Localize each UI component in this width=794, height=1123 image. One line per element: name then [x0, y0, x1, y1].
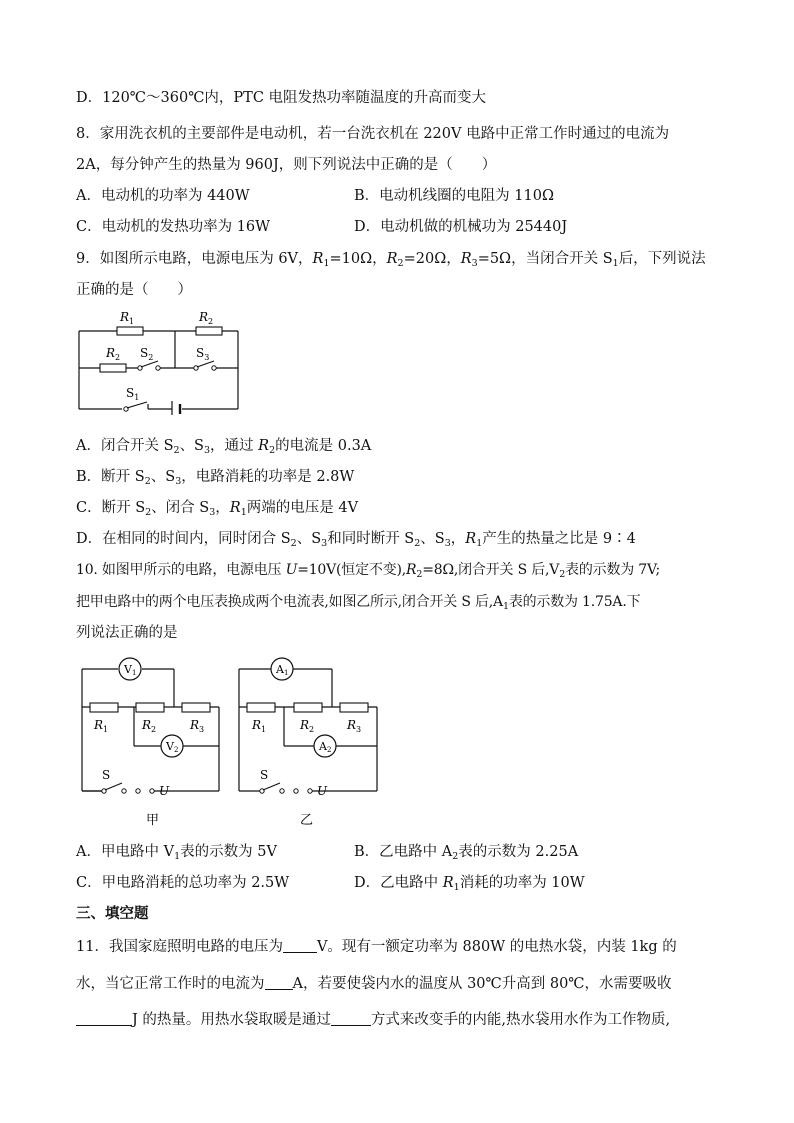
- jia-label-u: U: [159, 784, 170, 798]
- yi-label-u: U: [317, 784, 328, 798]
- yi-label-r1: $R_1$: [252, 718, 267, 734]
- jia-resistor-r1: [90, 703, 118, 712]
- q9d-text: ，: [450, 531, 466, 547]
- q9d-sub: 2: [290, 538, 297, 549]
- q9-label-r2: $R_2$: [106, 346, 121, 362]
- q8-stem-line1: 8．家用洗衣机的主要部件是电动机，若一台洗衣机在 220V 电路中正常工作时通过的电流为: [76, 126, 670, 142]
- q9-battery-icon: [172, 401, 180, 415]
- q9d-sub: 3: [321, 538, 328, 549]
- q9a-r-symbol: R: [258, 438, 270, 454]
- q9d-text: 、S: [296, 531, 322, 547]
- q10-option-c: C．甲电路消耗的总功率为 2.5W: [76, 875, 290, 891]
- q9d-sub: 2: [414, 538, 421, 549]
- q10-text: 表的示数为 1.75A.下: [508, 594, 641, 610]
- q9b-sub: 3: [175, 476, 182, 487]
- q9c-text: C．断开 S: [76, 500, 146, 516]
- q10-circuit-yi: [230, 650, 390, 832]
- q9c-text: 两端的电压是 4V: [246, 500, 359, 516]
- yi-switch-s: [260, 783, 284, 793]
- jia-v1-label: V1: [124, 663, 137, 677]
- q9d-text: 和同时断开 S: [327, 531, 415, 547]
- jia-voltmeter-v1: [119, 658, 141, 680]
- q9-text: =20Ω，: [403, 251, 461, 267]
- q11-text: 11．我国家庭照明电路的电压为: [76, 939, 283, 955]
- q9-stem-line2: 正确的是（ ）: [76, 282, 192, 298]
- q9a-sub: 2: [269, 445, 276, 456]
- q9-r2-sub: 2: [397, 258, 404, 269]
- q10-text: 10. 如图甲所示的电路，电源电压: [76, 562, 286, 578]
- q11-line1: [76, 936, 677, 957]
- q10-sub: 1: [502, 601, 509, 612]
- q9-r2-symbol: R: [386, 251, 398, 267]
- q9-option-c: [76, 498, 358, 518]
- q10-r2-symbol: R: [406, 562, 417, 578]
- jia-resistor-r3: [182, 703, 210, 712]
- yi-ammeter-a1: [271, 658, 293, 680]
- q10-stem-line2: [76, 592, 640, 612]
- q9d-r-symbol: R: [465, 531, 477, 547]
- q9-option-d: [76, 529, 636, 549]
- q10-text: 表的示数为 7V;: [565, 562, 661, 578]
- q9-option-a: [76, 436, 371, 456]
- q11-text: 水，当它正常工作时的电流为: [76, 976, 265, 992]
- q9-option-b: [76, 467, 354, 487]
- yi-resistor-r1: [247, 703, 275, 712]
- q9-resistor-r1: [117, 327, 143, 335]
- q8-option-b: B．电动机线圈的电阻为 110Ω: [354, 188, 554, 204]
- q9a-text: A．闭合开关 S: [76, 438, 174, 454]
- q11-line3: [76, 1009, 670, 1030]
- q9-r3-symbol: R: [460, 251, 472, 267]
- q9-label-s3: $S_3$: [196, 346, 210, 362]
- q9c-sub: 2: [145, 507, 152, 518]
- q10-option-d: [354, 873, 585, 893]
- q10-text: =10V(恒定不变),: [297, 562, 407, 578]
- jia-label-r2: $R_2$: [142, 718, 157, 734]
- q10b-text: 表的示数为 2.25A: [458, 844, 579, 860]
- q9d-sub: 1: [476, 538, 483, 549]
- yi-a1-label: A1: [276, 663, 289, 677]
- q11-blank-2[interactable]: [265, 973, 293, 990]
- q11-text: A，若要使袋内水的温度从 30℃升高到 80℃，水需要吸收: [292, 976, 672, 992]
- q9d-text: 、S: [420, 531, 445, 547]
- jia-voltmeter-v2: [161, 735, 183, 757]
- q11-line2: [76, 973, 672, 994]
- q10-stem-line1: [76, 560, 660, 580]
- q10a-sub: 1: [174, 851, 181, 862]
- q8-option-a: A．电动机的功率为 440W: [76, 188, 250, 204]
- q9-resistor-r2-top: [196, 327, 222, 335]
- q10-circuit-jia: [72, 650, 232, 832]
- q9d-text: 产生的热量之比是 9∶4: [482, 531, 636, 547]
- q10a-text: 表的示数为 5V: [180, 844, 277, 860]
- q10b-text: B．乙电路中 A: [354, 844, 453, 860]
- q11-text: J 的热量。用热水袋取暖是通过: [132, 1012, 331, 1028]
- q9b-sub: 2: [144, 476, 151, 487]
- q9-text: =5Ω，当闭合开关 S: [477, 251, 613, 267]
- q9a-sub: 3: [204, 445, 211, 456]
- q9a-sub: 2: [173, 445, 180, 456]
- q10d-text: 消耗的功率为 10W: [459, 875, 585, 891]
- jia-label-s: S: [102, 768, 111, 782]
- q11-blank-3[interactable]: [76, 1009, 132, 1026]
- q9-switch-s3: [194, 361, 216, 372]
- q9-r1-symbol: R: [312, 251, 324, 267]
- q8-option-d: D．电动机做的机械功为 25440J: [354, 219, 568, 235]
- q9c-sub: 1: [240, 507, 247, 518]
- yi-terminals-u: [294, 789, 312, 793]
- yi-label-r2: $R_2$: [300, 718, 315, 734]
- section-heading: 三、填空题: [76, 906, 149, 922]
- q11-blank-4[interactable]: [331, 1009, 371, 1026]
- q9-resistor-r2: [100, 364, 126, 372]
- q9d-sub: 3: [444, 538, 451, 549]
- yi-resistor-r3: [340, 703, 368, 712]
- jia-switch-s: [102, 783, 126, 793]
- q9-label-s1: $S_1$: [126, 386, 140, 402]
- jia-terminals-u: [136, 789, 154, 793]
- q9-circuit-diagram: [70, 303, 250, 415]
- q11-text: V。现有一额定功率为 880W 的电热水袋，内装 1kg 的: [316, 939, 677, 955]
- q8-option-c: C．电动机的发热功率为 16W: [76, 219, 271, 235]
- q8-stem-line2: 2A，每分钟产生的热量为 960J，则下列说法中正确的是（ ）: [76, 157, 497, 173]
- q10-sub: 2: [559, 569, 566, 580]
- q10-option-a: [76, 842, 277, 862]
- q10-text: =8Ω,闭合开关 S 后,V: [422, 562, 560, 578]
- q9c-r-symbol: R: [229, 500, 241, 516]
- q9c-text: 、闭合 S: [151, 500, 210, 516]
- jia-caption: 甲: [146, 813, 160, 828]
- q9-label-s2: $S_2$: [140, 346, 154, 362]
- jia-label-r1: $R_1$: [94, 718, 109, 734]
- q10b-sub: 2: [452, 851, 459, 862]
- q9-r1-sub: 1: [323, 258, 330, 269]
- q9-text: 后，下列说法: [618, 251, 706, 267]
- q9a-text: ，通过: [210, 438, 259, 454]
- q9d-text: D．在相同的时间内，同时闭合 S: [76, 531, 291, 547]
- q11-blank-1[interactable]: [283, 936, 317, 953]
- q9b-text: B．断开 S: [76, 469, 145, 485]
- yi-caption: 乙: [300, 813, 314, 828]
- q10d-text: D．乙电路中: [354, 875, 443, 891]
- jia-resistor-r2: [136, 703, 164, 712]
- q9a-text: 的电流是 0.3A: [275, 438, 372, 454]
- q9-switch-s1: [124, 402, 147, 411]
- q7-option-d: D．120℃～360℃内，PTC 电阻发热功率随温度的升高而变大: [76, 90, 487, 106]
- yi-label-s: S: [260, 768, 269, 782]
- q11-text: 方式来改变手的内能,热水袋用水作为工作物质,: [370, 1012, 671, 1028]
- q9c-sub: 3: [209, 507, 216, 518]
- q10d-r-symbol: R: [442, 875, 454, 891]
- jia-label-r3: $R_3$: [190, 718, 205, 734]
- jia-v2-label: V2: [166, 740, 179, 754]
- q9b-text: ，电路消耗的功率是 2.8W: [181, 469, 355, 485]
- q10-sub: 2: [416, 569, 423, 580]
- q10-option-b: [354, 842, 578, 862]
- q9-r3-sub: 3: [471, 258, 478, 269]
- q9a-text: 、S: [179, 438, 204, 454]
- yi-ammeter-a2: [314, 735, 336, 757]
- yi-label-r3: $R_3$: [347, 718, 362, 734]
- q9-text: =10Ω，: [329, 251, 387, 267]
- q10-text: 把甲电路中的两个电压表换成两个电流表,如图乙所示,闭合开关 S 后,A: [76, 594, 503, 610]
- q9-s1-sub: 1: [612, 258, 619, 269]
- q9c-text: ，: [215, 500, 230, 516]
- q9-switch-s2: [138, 361, 160, 372]
- q9-label-r2-top: $R_2$: [199, 310, 214, 326]
- q10a-text: A．甲电路中 V: [76, 844, 175, 860]
- q10d-sub: 1: [453, 882, 460, 893]
- q9-stem-line1: [76, 249, 706, 269]
- yi-a2-label: A2: [319, 740, 332, 754]
- q10-stem-line3: 列说法正确的是: [76, 625, 178, 641]
- q10-u-symbol: U: [285, 562, 298, 578]
- q9-text: 9．如图所示电路，电源电压为 6V，: [76, 251, 313, 267]
- yi-resistor-r2: [294, 703, 322, 712]
- q9b-text: 、S: [150, 469, 176, 485]
- q9-label-r1: $R_1$: [120, 310, 135, 326]
